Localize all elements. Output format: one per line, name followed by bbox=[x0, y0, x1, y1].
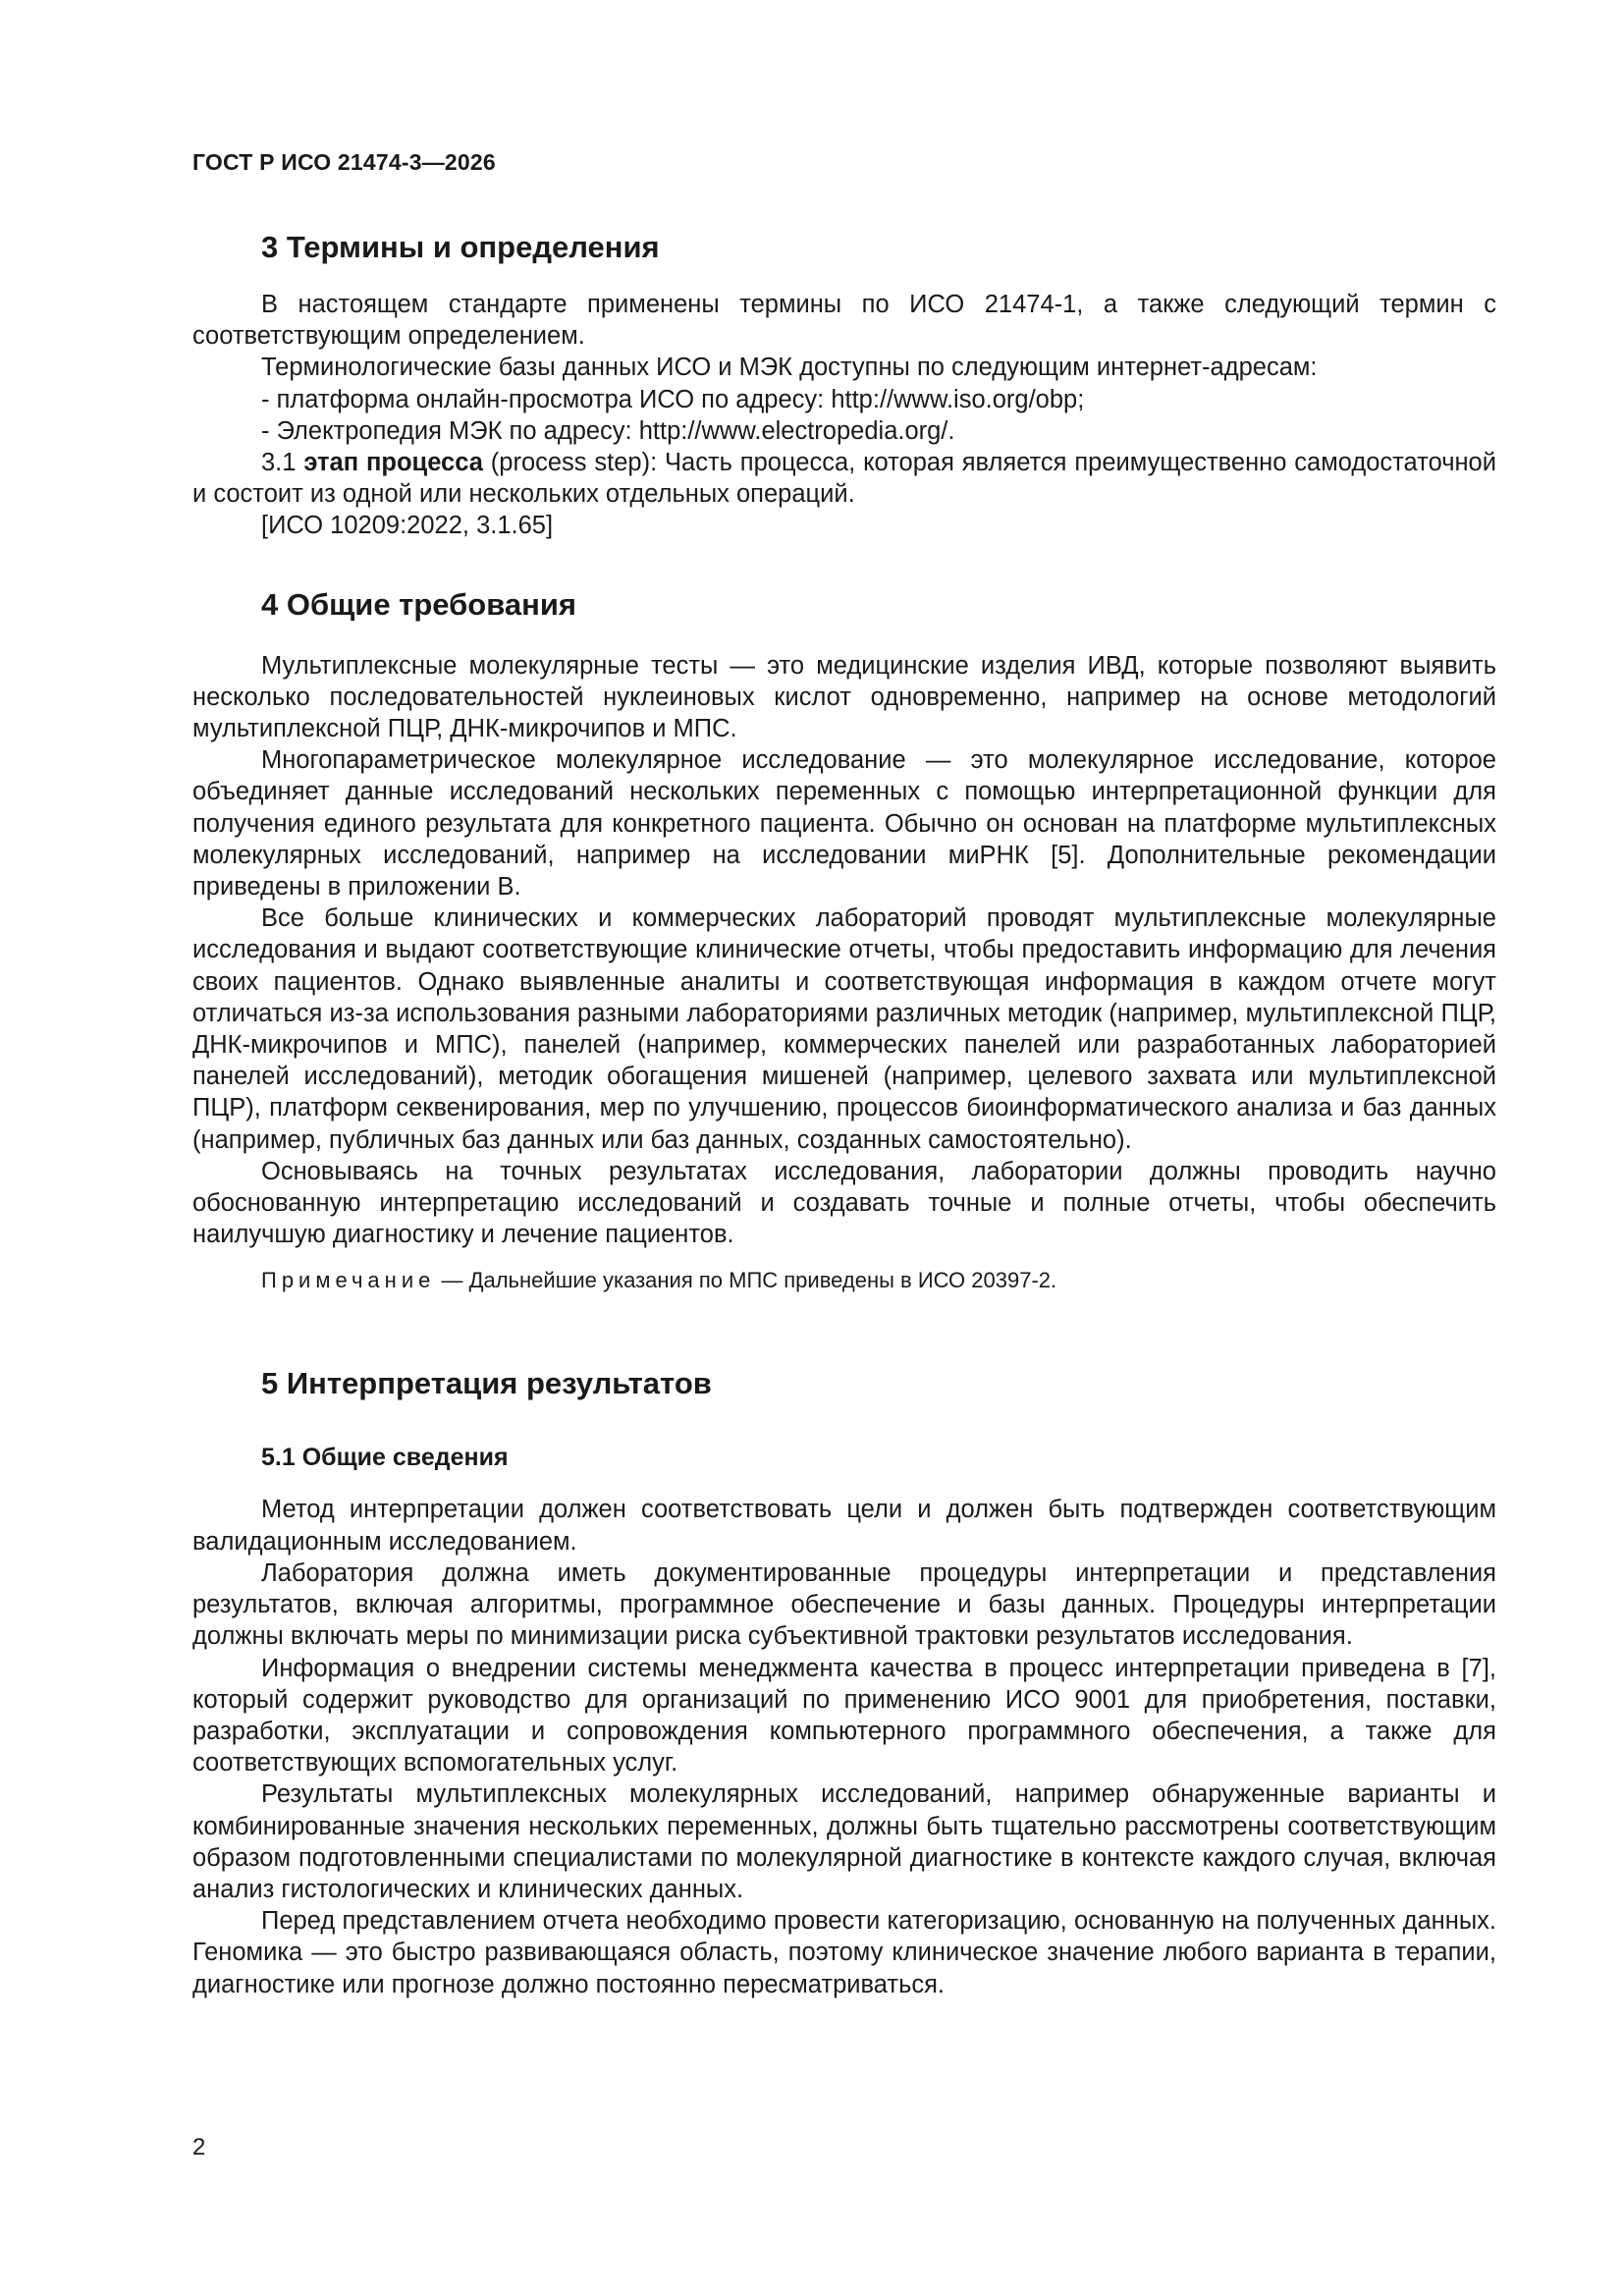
section-4-title: 4 Общие требования bbox=[261, 586, 576, 622]
section-3-title: 3 Термины и определения bbox=[261, 230, 660, 264]
section-5-1-body bbox=[192, 1494, 1496, 1999]
term-number: 3.1 bbox=[261, 449, 297, 477]
document-header: ГОСТ Р ИСО 21474-3—2026 bbox=[192, 149, 496, 175]
note-text: — Дальнейшие указания по МПС приведены в ИСО 20397-2. bbox=[441, 1268, 1057, 1293]
subsection-5-1-title: 5.1 Общие сведения bbox=[261, 1444, 509, 1472]
page-number: 2 bbox=[192, 2134, 206, 2160]
paragraph: Метод интерпретации должен соответствовать цели и должен быть подтвержден соответствующим валидационным исследованием. bbox=[192, 1496, 1496, 1556]
section-3-body bbox=[192, 289, 1496, 542]
term-name: этап процесса bbox=[303, 449, 483, 477]
note-label: Примечание bbox=[261, 1268, 436, 1293]
term-definition bbox=[192, 447, 1496, 510]
section-5-title: 5 Интерпретация результатов bbox=[261, 1366, 712, 1401]
paragraph: Перед представлением отчета необходимо провести категоризацию, основанную на полученных данных. Геномика — это быстро развивающаяся область, поэтому клиническое значение любого варианта в терапии, диагностике или прогнозе должно постоянно пересматриваться. bbox=[192, 1907, 1496, 1998]
paragraph: В настоящем стандарте применены термины по ИСО 21474-1, а также следующий термин с соответствующим определением. bbox=[192, 291, 1496, 351]
page-content bbox=[192, 228, 1496, 2000]
paragraph: Мультиплексные молекулярные тесты — это медицинские изделия ИВД, которые позволяют выявить несколько последовательностей нуклеиновых кислот одновременно, например на основе методологий мультиплексной ПЦР, ДНК-микрочипов и МПС. bbox=[192, 651, 1496, 743]
paragraph: Многопараметрическое молекулярное исследование — это молекулярное исследование, которое объединяет данные исследований нескольких переменных с помощью интерпретационной функции для получения единого результата для конкретного пациента. Обычно он основан на платформе мультиплексных молекулярных исследований, например на исследовании миРНК [5]. Дополнительные рекомендации приведены в приложении В. bbox=[192, 746, 1496, 902]
paragraph: Терминологические базы данных ИСО и МЭК доступны по следующим интернет-адресам: bbox=[261, 354, 1318, 382]
paragraph: Основываясь на точных результатах исследования, лаборатории должны проводить научно обоснованную интерпретацию исследований и создавать точные и полные отчеты, чтобы обеспечить наилучшую диагностику и лечение пациентов. bbox=[192, 1157, 1496, 1249]
term-definition-text: (process step): Часть процесса, которая является преимущественно самодостаточной и состоит из одной или нескольких отдельных операций. bbox=[192, 449, 1496, 509]
term-source: [ИСО 10209:2022, 3.1.65] bbox=[261, 512, 554, 540]
section-4-body bbox=[192, 650, 1496, 1296]
paragraph: Лаборатория должна иметь документированные процедуры интерпретации и представления результатов, включая алгоритмы, программное обеспечение и базы данных. Процедуры интерпретации должны включать меры по минимизации риска субъективной трактовки результатов исследования. bbox=[192, 1558, 1496, 1651]
paragraph: Информация о внедрении системы менеджмента качества в процесс интерпретации приведена в [7], который содержит руководство для организаций по применению ИСО 9001 для приобретения, поставки, разработки, эксплуатации и сопровождения компьютерного программного обеспечения, а также для соответствующих вспомогательных услуг. bbox=[192, 1654, 1496, 1777]
list-item: - Электропедия МЭК по адресу: http://www.electropedia.org/. bbox=[261, 416, 955, 445]
paragraph: Результаты мультиплексных молекулярных исследований, например обнаруженные варианты и комбинированные значения нескольких переменных, должны быть тщательно рассмотрены соответствующим образом подготовленными специалистами по молекулярной диагностике в контексте каждого случая, включая анализ гистологических и клинических данных. bbox=[192, 1780, 1496, 1903]
list-item: - платформа онлайн-просмотра ИСО по адресу: http://www.iso.org/obp; bbox=[261, 385, 1085, 413]
paragraph: Все больше клинических и коммерческих лабораторий проводят мультиплексные молекулярные исследования и выдают соответствующие клинические отчеты, чтобы предоставить информацию для лечения своих пациентов. Однако выявленные аналиты и соответствующая информация в каждом отчете могут отличаться из-за использования разными лабораториями различных методик (например, мультиплексной ПЦР, ДНК-микрочипов и МПС), панелей (например, коммерческих панелей или разработанных лабораторией панелей исследований), методик обогащения мишеней (например, целевого захвата или мультиплексной ПЦР), платформ секвенирования, мер по улучшению, процессов биоинформатического анализа и баз данных (например, публичных баз данных или баз данных, созданных самостоятельно). bbox=[192, 904, 1496, 1154]
note bbox=[192, 1266, 1496, 1295]
